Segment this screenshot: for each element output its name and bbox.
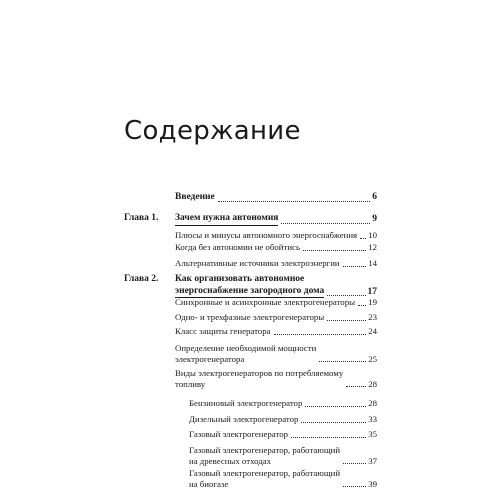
toc-entry-title: Альтернативные источники электроэнергии — [175, 258, 340, 268]
toc-entry-page: 19 — [368, 297, 377, 307]
toc-entry[interactable] — [175, 242, 377, 253]
toc-entry[interactable] — [175, 274, 377, 298]
dot-leader — [343, 462, 366, 464]
toc-entry-title: Плюсы и минусы автономного энергоснабжения — [175, 230, 358, 240]
toc-entry-page: 25 — [368, 353, 377, 364]
dot-leader — [305, 405, 366, 407]
dot-leader — [303, 249, 366, 251]
toc-entry-page: 23 — [368, 312, 377, 322]
toc-subentry[interactable] — [189, 429, 377, 440]
dot-leader — [327, 294, 365, 296]
dot-leader — [343, 265, 367, 267]
toc-entry-page: 6 — [372, 192, 377, 202]
toc-entry-page: 10 — [368, 230, 377, 240]
toc-entry-page: 33 — [368, 414, 377, 424]
toc-entry[interactable] — [175, 343, 377, 364]
chapter-label: Глава 2. — [124, 274, 159, 284]
toc-entry[interactable] — [175, 230, 377, 241]
toc-entry-title: Виды электрогенераторов по потребляемому топливу — [175, 368, 344, 389]
toc-entry-page: 28 — [368, 398, 377, 408]
dot-leader — [327, 319, 366, 321]
dot-leader — [274, 333, 367, 335]
toc-entry-title: Бензиновый электрогенератор — [189, 398, 303, 408]
toc-entry-title: Класс защиты генератора — [175, 326, 271, 336]
toc-entry[interactable] — [175, 312, 377, 323]
toc-subentry[interactable] — [189, 398, 377, 409]
toc-entry-title: Когда без автономии не обойтись — [175, 242, 300, 252]
dot-leader — [301, 421, 366, 423]
toc-entry[interactable] — [175, 297, 377, 308]
toc-entry-page: 39 — [368, 478, 377, 489]
dot-leader — [319, 360, 366, 362]
toc-entry-page: 12 — [368, 242, 377, 252]
toc-entry-title: Одно- и трехфазные электрогенераторы — [175, 312, 325, 322]
toc-entry[interactable] — [175, 368, 377, 389]
dot-leader — [291, 436, 366, 438]
toc-entry-title: Как организовать автономное энергоснабжение загородного дома — [175, 274, 324, 298]
toc-entry-title: Синхронные и асинхронные электрогенераторы — [175, 297, 356, 307]
toc-entry-title: Дизельный электрогенератор — [189, 414, 299, 424]
toc-entry-page: 37 — [368, 455, 377, 466]
toc-entry[interactable] — [175, 326, 377, 337]
toc-entry-page: 17 — [367, 286, 377, 297]
toc-subentry[interactable] — [189, 445, 377, 466]
toc-entry-page: 24 — [368, 326, 377, 336]
toc-entry-title: Газовый электрогенератор — [189, 429, 288, 439]
dot-leader — [358, 304, 366, 306]
toc-entry-page: 35 — [368, 429, 377, 439]
dot-leader — [218, 200, 371, 202]
chapter-label: Глава 1. — [124, 213, 159, 223]
dot-leader — [343, 485, 366, 487]
toc-entry[interactable] — [175, 258, 377, 269]
toc-entry-title: Газовый электрогенератор, работающий на древесных отходах — [189, 445, 341, 466]
toc-entry-page: 14 — [368, 258, 377, 268]
toc-entry-title: Определение необходимой мощности электрогенератора — [175, 343, 317, 364]
page-title: Содержание — [124, 116, 301, 146]
toc-entry-title: Зачем нужна автономия — [175, 213, 278, 226]
toc-entry-title: Введение — [175, 192, 215, 202]
dot-leader — [360, 237, 366, 239]
toc-subentry[interactable] — [189, 468, 377, 489]
toc-entry-page: 28 — [368, 378, 377, 389]
toc-entry-page: 9 — [372, 214, 377, 224]
dot-leader — [281, 222, 370, 224]
toc-entry-title: Газовый электрогенератор, работающий на биогазе — [189, 468, 341, 489]
toc-subentry[interactable] — [189, 414, 377, 425]
dot-leader — [346, 385, 366, 387]
toc-entry[interactable] — [175, 213, 377, 226]
toc-entry[interactable] — [175, 192, 377, 204]
